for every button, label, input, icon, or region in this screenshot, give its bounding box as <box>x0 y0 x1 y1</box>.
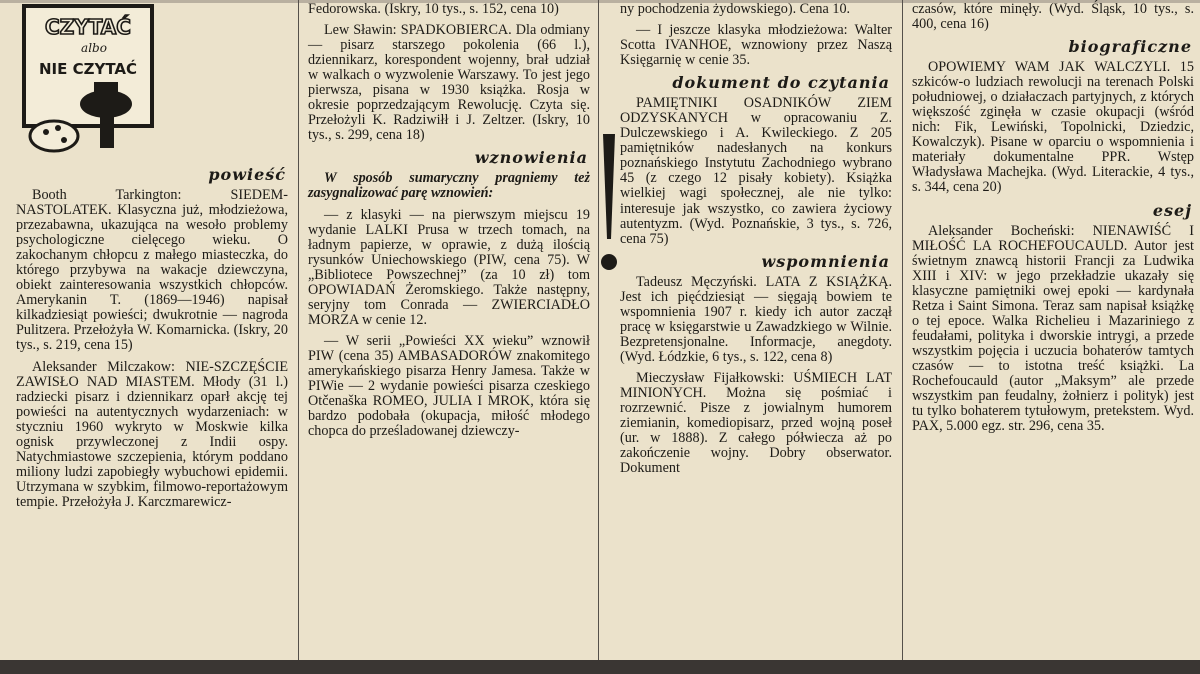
figure-body <box>100 114 114 148</box>
reprints-series: — W serii „Powieści XX wieku” wznowił PIW (cena 35) AMBASADORÓW znakomitego amerykańskiego pisarza Henry Jamesa. Także w PIWie — 2 wydanie powieści pisarza czeskiego Otčenaška ROMEO, JULIA I MROK, która się bardzo podobała (okupacja, miłość młodego chopca do prześladowanej dziewczy- <box>308 332 590 440</box>
section-heading-wspomnienia: wspomnienia <box>761 251 890 271</box>
palette-dot-1 <box>43 129 49 135</box>
section-heading-wznowienia: wznowienia <box>474 148 588 168</box>
section-heading-biograficzne: biograficzne <box>1068 37 1192 57</box>
column-1 <box>16 160 288 516</box>
review-pamietniki: PAMIĘTNIKI OSADNIKÓW ZIEM ODZYSKANYCH w opracowaniu Z. Dulczewskiego i A. Kwileckiego. Z 205 pamiętników nadesłanych na konkurs poznańskiego Instytutu Zachodniego wybrano 45 (z czego 12 pisały kobiety). Książka wielkiej wagi społecznej, ale nie tylko: interesuje jak wszystko, co zawiera życiowy autentyzm. (Wyd. Poznańskie, 3 tys., s. 726, cena 75) <box>620 95 892 247</box>
column-divider-1 <box>298 0 299 660</box>
reprints-ivanhoe: — I jeszcze klasyka młodzieżowa: Walter Scotta IVANHOE, wznowiony przez Naszą Księgarnię w cenie 35. <box>620 22 892 69</box>
column-divider-3 <box>902 0 903 660</box>
reprints-classics: — z klasyki — na pierwszym miejscu 19 wydanie LALKI Prusa w trzech tomach, na ładnym papierze, w oprawie, z dużą ilością rysunków Uniechowskiego (PIW, cena 75). W „Bibliotece Powszechnej” (za 10 zł) tom OPOWIADAŃ Żeromskiego. Także następny, seryjny tom Conrada — ZWIERCIADŁO MORZA w cenie 12. <box>308 206 590 328</box>
exclamation-icon <box>600 134 618 276</box>
column-divider-2 <box>598 0 599 660</box>
review-slawin: Lew Sławin: SPADKOBIERCA. Dla odmiany — pisarz starszego pokolenia (66 l.), dziennikarz, korespondent wojenny, brał udział w walkach o wyzwolenie Warszawy. To jest jego pierwsza, pisana w 1930 książka. Rosja w okresie poprzedzającym Rewolucję. Czyta się. Przełożyli K. Radziwiłł i J. Zeltzer. (Iskry, 10 tys., s. 299, cena 18) <box>308 22 590 144</box>
section-heading-powiesc: powieść <box>208 165 286 184</box>
czytac-logo <box>14 4 159 154</box>
review-fijalkowski-cont: czasów, które minęły. (Wyd. Śląsk, 10 tys., s. 400, cena 16) <box>912 1 1194 33</box>
logo-line1: CZYTAĆ <box>45 15 131 39</box>
review-bochenski: Aleksander Bocheński: NIENAWIŚĆ I MIŁOŚĆ LA ROCHEFOUCAULD. Autor jest świetnym znawcą historii Francji za Ludwika XIII i XIV: w jego przekładzie ukazały się klasyczne pamiętniki owej epoki — kardynała Retza i Saint Simona. Teraz sam napisał książkę o tej epoce. Walka Richelieu i Mazariniego z feudałami, polityka i dworskie intrygi, a przede wszystkim pojęcia i uczucia bohaterów tamtych czasów — to istotna treść książki. La Rochefoucauld (autor „Maksym” ale przede wszystkim pan feudalny, żołnierz i polityk) jest tu tylko bohaterem tytułowym, pretekstem. Wyd. PAX, 5.000 egz. str. 296, cena 35. <box>912 222 1194 435</box>
column-3 <box>620 2 892 482</box>
review-milczakow-cont: Fedorowska. (Iskry, 10 tys., s. 152, cena 10) <box>308 1 559 17</box>
palette-icon <box>30 121 78 151</box>
review-tarkington: Booth Tarkington: SIEDEM-NASTOLATEK. Klasyczna już, młodzieżowa, przezabawna, ukazująca na wesoło problemy psychologiczne cielęcego wieku. O zakochanym chłopcu z małego miasteczka, do którego przybywa na wakacje dziewczyna, obiekt zainteresowania wszystkich chłopców. Amerykanin T. (1869—1946) napisał kilkadziesiąt powieści; dwukrotnie — nagroda Pulitzera. Przełożyła W. Komarnicka. (Iskry, 20 tys., s. 219, cena 15) <box>16 187 288 354</box>
palette-dot-3 <box>61 137 67 143</box>
review-milczakow: Aleksander Milczakow: NIE-SZCZĘŚCIE ZAWISŁO NAD MIASTEM. Młody (31 l.) radziecki pisarz i dziennikarz oparł akcję tej powieści na autentycznych wydarzeniach: w styczniu 1960 wykryto w Moskwie kilka ognisk przywleczonej z Indii ospy. Natychmiastowe szczepienia, którym poddano miliony ludzi zapobiegły wybuchowi epidemii. Utrzymana w szybkim, filmowo-reportażowym tempie. Przełożyła J. Karczmarewicz- <box>16 358 288 510</box>
logo-line2: albo <box>81 41 107 55</box>
palette-dot-2 <box>55 125 61 131</box>
bottom-edge <box>0 660 1200 674</box>
review-fijalkowski: Mieczysław Fijałkowski: UŚMIECH LAT MINIONYCH. Można się pośmiać i rozrzewnić. Pisze z jowialnym humorem ziemianin, komediopisarz, przed wojną poseł (ur. w 1888). Z całego półwiecza aż po zakończenie wojny. Dobry obserwator. Dokument <box>620 369 892 477</box>
section-heading-esej: esej <box>1152 200 1192 220</box>
reprints-cont: ny pochodzenia żydowskiego). Cena 10. <box>620 1 851 17</box>
logo-line3: NIE CZYTAĆ <box>38 60 138 78</box>
section-heading-dokument: dokument do czytania <box>672 73 890 93</box>
hat-crown <box>94 82 118 106</box>
review-meczynski: Tadeusz Męczyński. LATA Z KSIĄŻKĄ. Jest ich pięćdziesiąt — sięgają bowiem te wspomnienia 1907 r. kiedy ich autor zaczął pracę w księgarstwie u Zawadzkiego w Wilnie. Bezpretensjonalne. Informacje, anegdoty. (Wyd. Łódzkie, 6 tys., s. 122, cena 8) <box>620 273 892 365</box>
reprints-intro: W sposób sumaryczny pragniemy też zasygnalizować parę wznowień: <box>308 170 590 202</box>
column-4 <box>912 2 1194 440</box>
review-opowiemy: OPOWIEMY WAM JAK WALCZYLI. 15 szkiców-o ludziach rewolucji na terenach Polski południowej, o działaczach partyjnych, z których większość zginęła w czasie okupacji (wśród nich: Fik, Lewiński, Topolnicki, Dziedzic, Kowalczyk). Pisane w oparciu o wspomnienia i materiały dokumentalne PPR. Wstęp Władysława Machejka. (Wyd. Literackie, 4 tys., s. 344, cena 20) <box>912 59 1194 196</box>
column-2 <box>308 2 590 445</box>
